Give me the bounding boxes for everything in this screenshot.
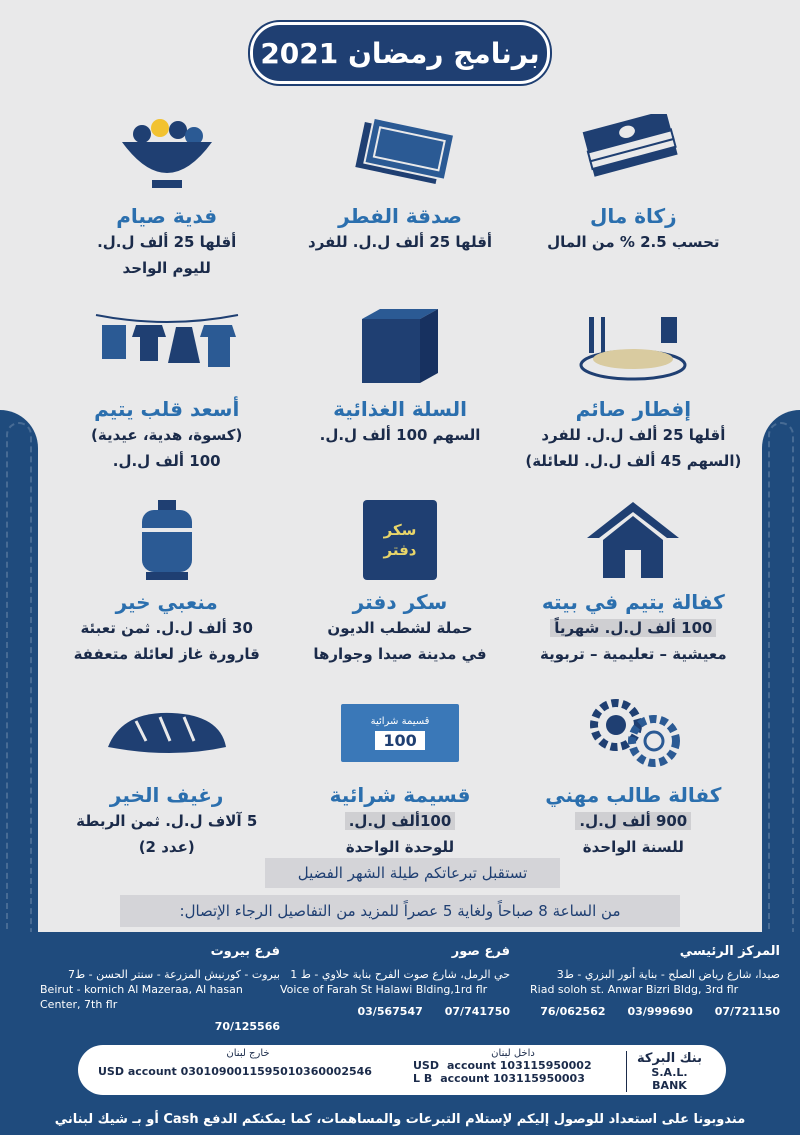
whatsapp-phone[interactable]: 76/062562 [540, 1005, 606, 1018]
meal-plate-icon [558, 303, 708, 391]
program-item: زكاة مال تحسب 2.5 % من المال [517, 110, 750, 295]
banknote-icon [325, 110, 475, 198]
contact-footer [0, 932, 800, 1135]
bread-icon [92, 689, 242, 777]
program-item: إفطار صائم أقلها 25 ألف ل.ل. للفرد (السهم 45 ألف ل.ل. للعائلة) [517, 303, 750, 488]
program-item: كفالة يتيم في بيته 100 ألف ل.ل. شهرياً معيشية – تعليمية – تربوية [517, 496, 750, 681]
right-decoration [762, 410, 800, 970]
program-item: فدية صيام أقلها 25 ألف ل.ل. لليوم الواحد [50, 110, 283, 295]
program-item: منعبي خير 30 ألف ل.ل. ثمن تعبئة قارورة غاز لعائلة متعففة [50, 496, 283, 681]
money-stack-icon [558, 110, 708, 198]
phone-number[interactable]: 03/999690 [627, 1005, 693, 1018]
branch-main: المركز الرئيسي صيدا، شارع رياض الصلح - بناية أنور البزري - ط3 Riad soloh st. Anwar Bizri Bldg, 3rd flr 76/062562 03/999690 07/721150 [530, 944, 780, 1018]
program-item: رغيف الخير 5 آلاف ل.ل. ثمن الربطة (عدد 2) [50, 689, 283, 874]
program-grid [50, 110, 750, 874]
house-icon [558, 496, 708, 584]
gears-icon [558, 689, 708, 777]
clothesline-icon [92, 303, 242, 391]
program-item: قسيمة شرائية 100 قسيمة شرائية 100ألف ل.ل. للوحدة الواحدة [283, 689, 516, 874]
program-item: سكر دفتر سكر دفتر حملة لشطب الديون في مدينة صيدا وجوارها [283, 496, 516, 681]
program-item: صدقة الفطر أقلها 25 ألف ل.ل. للفرد [283, 110, 516, 295]
title-banner [250, 22, 550, 84]
branch-tyre: فرع صور حي الرمل، شارع صوت الفرح بناية حلاوي - ط 1 Voice of Farah St Halawi Blding,1rd flr 03/567547 07/741750 [280, 944, 510, 1018]
phone-number[interactable]: 07/741750 [444, 1005, 510, 1018]
branch-beirut: فرع بيروت بيروت - كورنيش المزرعة - سنتر الحسن - ط7 Beirut - kornich Al Mazeraa, Al hasan Center, 7th flr 70/125566 [40, 944, 280, 1033]
program-item: السلة الغذائية السهم 100 ألف ل.ل. [283, 303, 516, 488]
program-item: أسعد قلب يتيم (كسوة، هدية، عيدية) 100 ألف ل.ل. [50, 303, 283, 488]
bank-accounts-bar [78, 1045, 726, 1095]
hours-note: من الساعة 8 صباحاً ولغاية 5 عصراً للمزيد من التفاصيل الرجاء الإتصال: [120, 895, 680, 927]
left-decoration [0, 410, 38, 970]
gas-cylinder-icon [92, 496, 242, 584]
local-accounts: داخل لبنان USD account 103115950002 L B account 103115950003 [413, 1048, 592, 1085]
voucher-icon: قسيمة شرائية 100 [325, 689, 475, 777]
food-box-icon [325, 303, 475, 391]
phone-number[interactable]: 07/721150 [714, 1005, 780, 1018]
notebook-icon: سكر دفتر [325, 496, 475, 584]
donations-note: تستقبل تبرعاتكم طيلة الشهر الفضيل [265, 858, 560, 888]
footer-note: مندوبونا على استعداد للوصول إليكم لإستلام التبرعات والمساهمات، كما يمكنكم الدفع Cash أو بـ شيك لبناني [54, 1112, 746, 1127]
phone-number[interactable]: 03/567547 [357, 1005, 423, 1018]
bank-logo: بنك البركة S.A.L. BANK [626, 1051, 706, 1092]
program-item: كفالة طالب مهني 900 ألف ل.ل. للسنة الواحدة [517, 689, 750, 874]
salad-bowl-icon [92, 110, 242, 198]
phone-number[interactable]: 70/125566 [214, 1020, 280, 1033]
page-title: برنامج رمضان 2021 [260, 36, 540, 70]
abroad-account: خارج لبنان USD account 0301090011595010360002546 [98, 1048, 372, 1078]
